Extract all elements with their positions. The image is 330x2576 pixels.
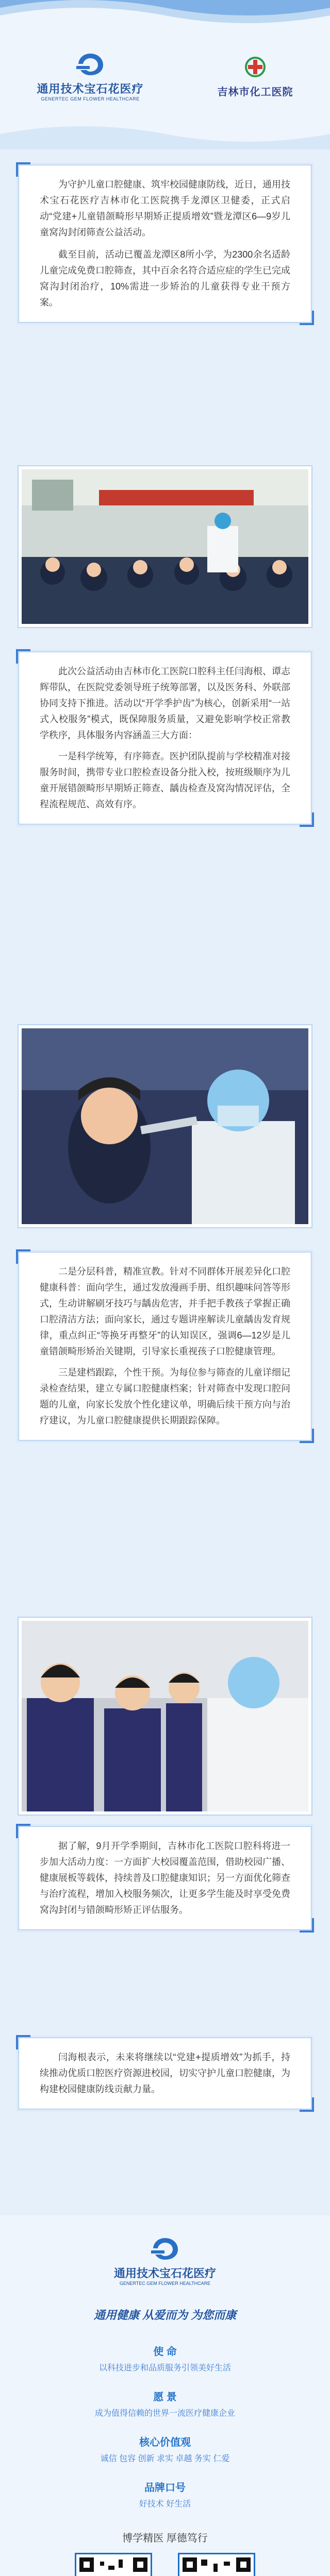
mission-text: 以科技进步和品质服务引领美好生活 xyxy=(98,2364,231,2372)
footer-slogan: 通用健康 从爱而为 为您而康 xyxy=(93,2309,237,2321)
qr-code-icon xyxy=(183,2557,251,2576)
hospital-logo-icon xyxy=(237,55,273,80)
footer-brand-en: GENERTEC GEM FLOWER HEALTHCARE xyxy=(119,2281,211,2286)
values-text: 诚信 包容 创新 求实 卓越 务实 仁爱 xyxy=(100,2454,230,2463)
gem-flower-logo-icon xyxy=(72,52,108,77)
dental-check-photo xyxy=(19,1025,311,1227)
hospital-logo-text: 吉林市化工医院 xyxy=(217,87,293,98)
closing-paragraph: 闫海根表示，未来将继续以“党建+提质增效”为抓手，持续推动优质口腔医疗资源进校园，切实守护儿童口腔健康，为构建校园健康防线贡献力量。 xyxy=(40,2052,290,2094)
education-paragraph-2: 三是建档跟踪，个性干预。为每位参与筛查的儿童详细记录检查结果，建立专属口腔健康档案；针对筛查中发现口腔问题的儿童，向家长发放个性化建议单，明确后续干预方向与治疗建议，为儿童口腔健康提供长期跟踪保障。 xyxy=(40,1367,290,1426)
header-wave-decoration xyxy=(0,0,330,31)
activity-card xyxy=(19,652,311,824)
student-check-photo xyxy=(19,1618,311,1815)
gem-flower-logo-en: GENERTEC GEM FLOWER HEALTHCARE xyxy=(41,96,140,101)
gem-flower-logo xyxy=(37,52,143,101)
future-plan-card xyxy=(19,1826,311,1930)
closing-card xyxy=(19,2038,311,2109)
footer-brand-cn: 通用技术宝石花医疗 xyxy=(113,2267,216,2280)
activity-paragraph-2: 一是科学统筹，有序筛查。医护团队提前与学校精准对接服务时间，携带专业口腔检查设备分批入校，按班级顺序为儿童开展错颌畸形早期矫正筛查、龋齿检查及窝沟情况评估，全程流程规范、高效有序。 xyxy=(40,751,290,809)
header-wave-bottom xyxy=(0,118,330,149)
intro-card xyxy=(19,165,311,323)
activity-paragraph-1: 此次公益活动由吉林市化工医院口腔科主任闫海根、谭志辉带队，在医院党委领导班子统筹部署，以及医务科、外联部协同支持下推进。活动以“开学季护齿”为核心，创新采用“一站式入校服务”模式，既保障服务质量，又避免影响学校正常教学秩序，具体服务内容涵盖三大方面： xyxy=(40,666,290,740)
header xyxy=(0,0,330,149)
education-paragraph-1: 二是分层科普，精准宣教。针对不同群体开展差异化口腔健康科普：面向学生，通过发放漫画手册、组织趣味问答等形式，生动讲解刷牙技巧与龋齿危害，并手把手教孩子掌握正确口腔清洁方法；面向家长，通过专题讲座解读儿童龋齿发育规律，重点纠正“等换牙再整牙”的认知误区，强调6—12岁是儿童错颌畸形矫治关键期，引导家长重视孩子口腔健康管理。 xyxy=(40,1266,290,1357)
education-card xyxy=(19,1252,311,1440)
qr-code-row xyxy=(0,2553,330,2576)
vision-text: 成为值得信赖的世界一流医疗健康企业 xyxy=(94,2409,235,2418)
brand-slogan-title: 品牌口号 xyxy=(144,2482,186,2494)
footer xyxy=(0,2215,330,2576)
footer-logo xyxy=(0,2236,330,2286)
qr-code-left[interactable] xyxy=(75,2553,152,2576)
hospital-logo xyxy=(217,55,293,98)
qr-code-right[interactable] xyxy=(178,2553,255,2576)
intro-paragraph-2: 截至目前，活动已覆盖龙潭区8所小学，为2300余名适龄儿童完成免费口腔筛查，其中百余名符合适应症的学生已完成窝沟封闭治疗，10%需进一步矫治的儿童获得专业干预方案。 xyxy=(40,249,290,308)
mission-title: 使 命 xyxy=(153,2346,177,2358)
future-plan-paragraph: 据了解，9月开学季期间，吉林市化工医院口腔科将进一步加大活动力度：一方面扩大校园覆盖范围，借助校园广播、健康展板等载体，持续普及口腔健康知识；另一方面优化筛查与治疗流程，增加入校服务频次，让更多学生能及时享受免费窝沟封闭与错颌畸形矫正评估服务。 xyxy=(40,1841,290,1915)
hospital-motto: 博学精医 厚德笃行 xyxy=(122,2533,208,2544)
qr-code-icon xyxy=(79,2557,147,2576)
intro-paragraph-1: 为守护儿童口腔健康、筑牢校园健康防线，近日，通用技术宝石花医疗吉林市化工医院携手龙潭区卫健委，正式启动“党建+儿童错颌畸形早期矫正提质增效”暨龙潭区6—9岁儿童窝沟封闭筛查公益活动。 xyxy=(40,179,290,238)
classroom-photo xyxy=(19,466,311,627)
gem-flower-logo-text: 通用技术宝石花医疗 xyxy=(37,82,144,95)
vision-title: 愿 景 xyxy=(153,2392,177,2403)
brand-slogan-text: 好技术 好生活 xyxy=(139,2500,191,2509)
footer-logo-icon xyxy=(147,2236,183,2262)
values-title: 核心价值观 xyxy=(139,2437,191,2448)
